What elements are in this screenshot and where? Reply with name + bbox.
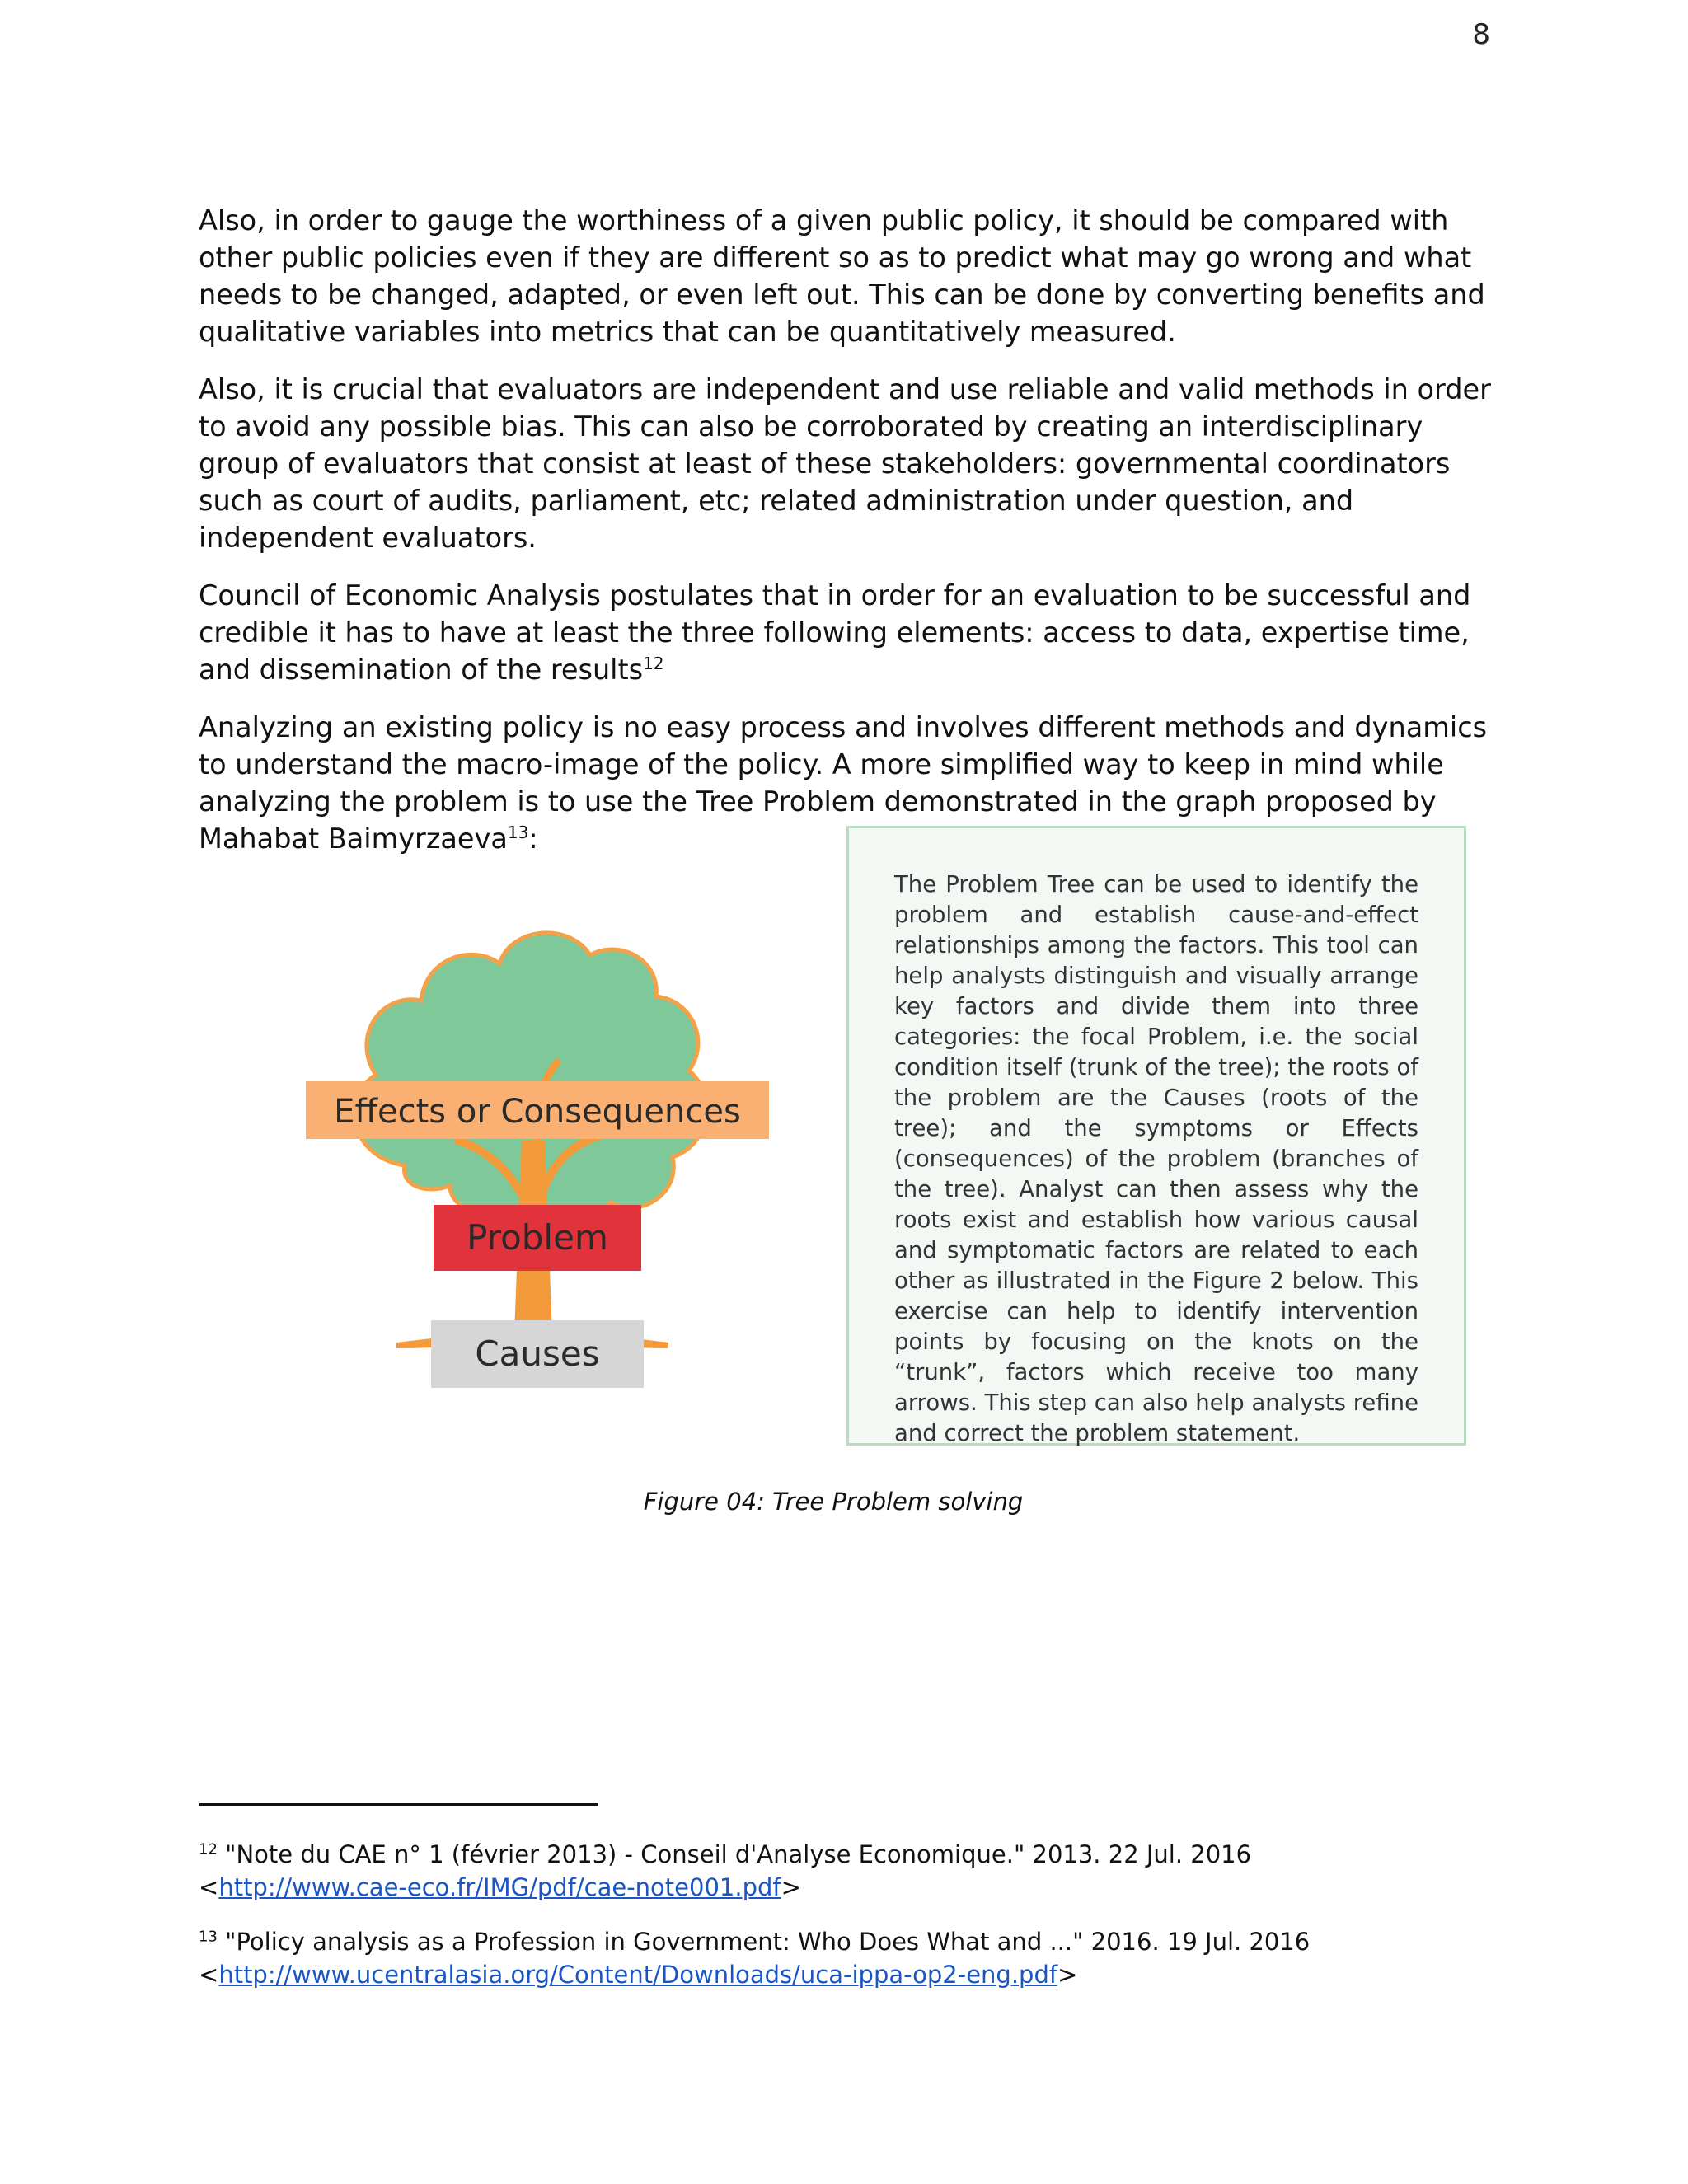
page-number: 8 — [1472, 18, 1490, 51]
effects-label: Effects or Consequences — [334, 1093, 741, 1131]
footnote-ref-12[interactable]: 12 — [643, 653, 664, 673]
footnote-12-close: > — [781, 1873, 801, 1901]
footnote-12-open: < — [199, 1873, 219, 1901]
paragraph-4-suffix: : — [528, 823, 538, 855]
problem-tree-description-box — [846, 826, 1466, 1446]
footnote-ref-13[interactable]: 13 — [507, 822, 529, 842]
figure-tree-problem — [199, 826, 1493, 1516]
paragraph-1-text: Also, in order to gauge the worthiness of a given public policy, it should be compared with other public policies even if they are different so as to predict what may go wrong and what needs to be changed, adapted, or even left out. This can be done by converting benefits and qualitative variables into metrics that can be quantitatively measured. — [199, 204, 1485, 348]
footnote-13-open: < — [199, 1961, 219, 1989]
footnote-separator — [199, 1803, 598, 1806]
footnote-13-close: > — [1057, 1961, 1078, 1989]
paragraph-2-text: Also, it is crucial that evaluators are independent and use reliable and valid methods in order to avoid any possible bias. This can also be corroborated by creating an interdisciplinary group of evaluators that consist at least of these stakeholders: governmental coordinators such as court of audits, parliament, etc; related administration under question, and independent evaluators. — [199, 373, 1491, 554]
footnote-12 — [199, 1838, 1493, 1904]
footnote-number-13: 13 — [199, 1928, 218, 1946]
paragraph-4-text: Analyzing an existing policy is no easy process and involves different methods and dynamics to understand the macro-image of the policy. A more simplified way to keep in mind while analyzing the problem is to use the Tree Problem demonstrated in the graph proposed by Mahabat Baimyrzaeva — [199, 711, 1488, 855]
paragraph-2 — [199, 371, 1493, 556]
body-text — [199, 202, 1493, 878]
problem-tree-description: The Problem Tree can be used to identify the problem and establish cause-and-effect relationships among the factors. This tool can help analysts distinguish and visually arrange key factors and divide them into three categories: the focal Problem, i.e. the social condition itself (trunk of the tree); the roots of the problem are the Causes (roots of the tree); and the symptoms or Effects (consequences) of the problem (branches of the tree). Analyst can then assess why the roots exist and establish how various causal and symptomatic factors are related to each other as illustrated in the Figure 2 below. This exercise can help to identify intervention points by focusing on the knots on the “trunk”, factors which receive too many arrows. This step can also help analysts refine and correct the problem statement. — [894, 871, 1418, 1446]
paragraph-3-text: Council of Economic Analysis postulates that in order for an evaluation to be successful and credible it has to have at least the three following elements: access to data, expertise time, and dissemination of the results — [199, 579, 1471, 686]
footnote-13-link[interactable]: http://www.ucentralasia.org/Content/Downloads/uca-ippa-op2-eng.pdf — [218, 1961, 1058, 1989]
causes-label: Causes — [475, 1333, 600, 1374]
footnote-12-text: "Note du CAE n° 1 (février 2013) - Conseil d'Analyse Economique." 2013. 22 Jul. 2016 — [225, 1840, 1252, 1868]
tree-illustration — [306, 893, 800, 1388]
problem-label: Problem — [467, 1217, 608, 1258]
footnote-13 — [199, 1925, 1493, 1991]
paragraph-1 — [199, 202, 1493, 350]
footnote-13-text: "Policy analysis as a Profession in Government: Who Does What and ..." 2016. 19 Jul. 2016 — [225, 1928, 1311, 1956]
footnote-12-link[interactable]: http://www.cae-eco.fr/IMG/pdf/cae-note001.pdf — [218, 1873, 781, 1901]
footnotes — [199, 1838, 1493, 2013]
paragraph-3 — [199, 577, 1493, 688]
footnote-number-12: 12 — [199, 1840, 218, 1858]
figure-caption: Figure 04: Tree Problem solving — [643, 1488, 1024, 1516]
